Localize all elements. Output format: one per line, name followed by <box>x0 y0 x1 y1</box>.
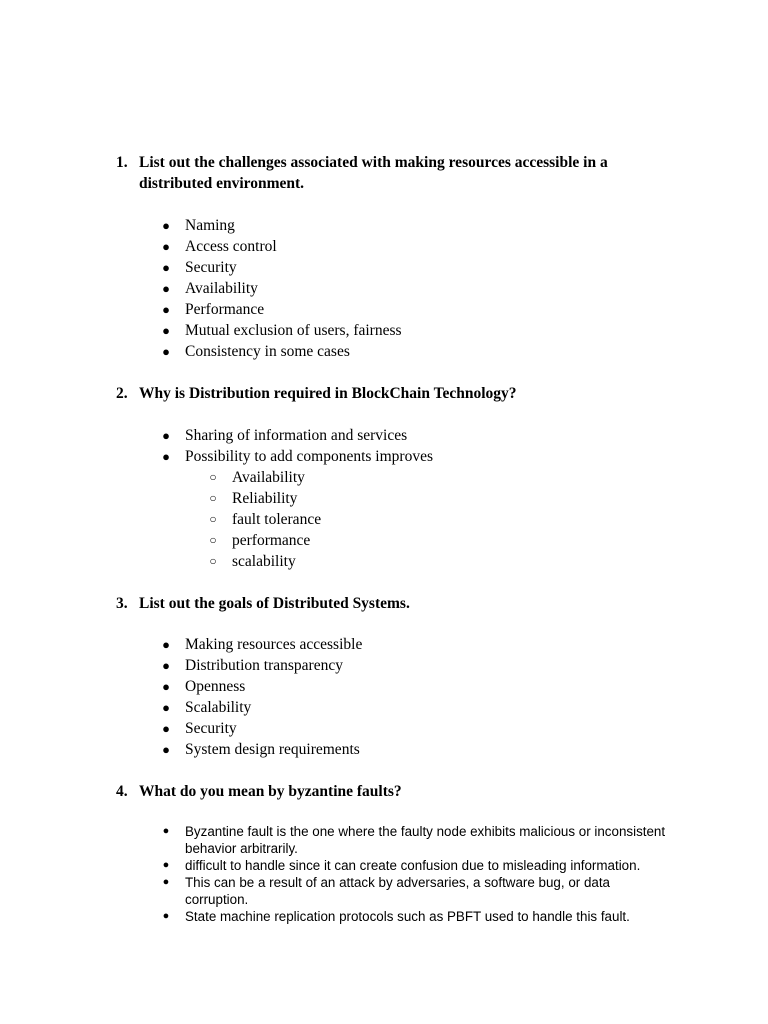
bullet-icon: ● <box>162 323 170 338</box>
list-item: ● System design requirements <box>162 741 360 758</box>
bullet-icon: ● <box>162 700 170 715</box>
question-1-number: 1. <box>116 154 128 171</box>
question-2-heading <box>116 383 676 404</box>
hollow-bullet-icon: ○ <box>209 491 217 505</box>
bullet-icon: ● <box>162 344 170 359</box>
bullet-icon: ● <box>162 679 170 694</box>
list-item: ● Possibility to add components improves <box>162 448 433 465</box>
question-3-title: List out the goals of Distributed Systems. <box>139 595 410 612</box>
list-item: ● Sharing of information and services <box>162 427 408 444</box>
list-item: ● difficult to handle since it can create confusion due to misleading information. <box>162 858 641 873</box>
list-item: ● Security <box>162 259 237 276</box>
list-item: ● Access control <box>162 238 277 255</box>
question-3-heading <box>116 593 676 614</box>
list-item: ● Consistency in some cases <box>162 343 350 360</box>
list-item: ● Making resources accessible <box>162 636 363 653</box>
bullet-icon: ● <box>162 637 170 652</box>
bullet-icon: ● <box>162 239 170 254</box>
bullet-icon: ● <box>162 260 170 275</box>
list-item: ● Byzantine fault is the one where the faulty node exhibits malicious or inconsistent behavior arbitrarily. <box>162 824 666 856</box>
list-item: ● State machine replication protocols such as PBFT used to handle this fault. <box>162 909 630 924</box>
bullet-icon: ● <box>162 742 170 757</box>
question-3-number: 3. <box>116 595 128 612</box>
bullet-icon: ● <box>162 281 170 296</box>
list-item: ● Mutual exclusion of users, fairness <box>162 322 402 339</box>
bullet-icon: ● <box>162 428 170 443</box>
bullet-icon: ● <box>162 825 170 837</box>
bullet-icon: ● <box>162 658 170 673</box>
bullet-icon: ● <box>162 910 170 922</box>
list-item: ● Security <box>162 720 237 737</box>
bullet-icon: ● <box>162 449 170 464</box>
list-item: ● Openness <box>162 678 246 695</box>
hollow-bullet-icon: ○ <box>209 554 217 568</box>
question-1-heading <box>116 152 676 194</box>
question-3-answer-list <box>0 634 768 760</box>
question-2-answer-list <box>0 425 768 572</box>
sub-list-item: ○ Reliability <box>209 490 298 507</box>
list-item: ● Availability <box>162 280 258 297</box>
hollow-bullet-icon: ○ <box>209 470 217 484</box>
bullet-icon: ● <box>162 721 170 736</box>
question-1-answer-list <box>0 215 768 362</box>
question-4-heading <box>116 781 676 802</box>
bullet-icon: ● <box>162 859 170 871</box>
sub-list-item: ○ scalability <box>209 553 296 570</box>
bullet-icon: ● <box>162 302 170 317</box>
sub-list-item: ○ fault tolerance <box>209 511 322 528</box>
list-item: ● Performance <box>162 301 265 318</box>
list-item: ● This can be a result of an attack by adversaries, a software bug, or data corruption. <box>162 875 611 907</box>
question-4-answer-list <box>0 823 768 925</box>
question-1-title: List out the challenges associated with making resources accessible in a distributed environment. <box>139 154 608 192</box>
hollow-bullet-icon: ○ <box>209 533 217 547</box>
question-2-title: Why is Distribution required in BlockChain Technology? <box>139 385 517 402</box>
list-item: ● Scalability <box>162 699 252 716</box>
sub-list-item: ○ performance <box>209 532 311 549</box>
sub-list-item: ○ Availability <box>209 469 305 486</box>
question-4-title: What do you mean by byzantine faults? <box>139 783 402 800</box>
hollow-bullet-icon: ○ <box>209 512 217 526</box>
question-2-number: 2. <box>116 385 128 402</box>
list-item: ● Naming <box>162 217 235 234</box>
bullet-icon: ● <box>162 876 170 888</box>
bullet-icon: ● <box>162 218 170 233</box>
question-4-number: 4. <box>116 783 128 800</box>
list-item: ● Distribution transparency <box>162 657 343 674</box>
